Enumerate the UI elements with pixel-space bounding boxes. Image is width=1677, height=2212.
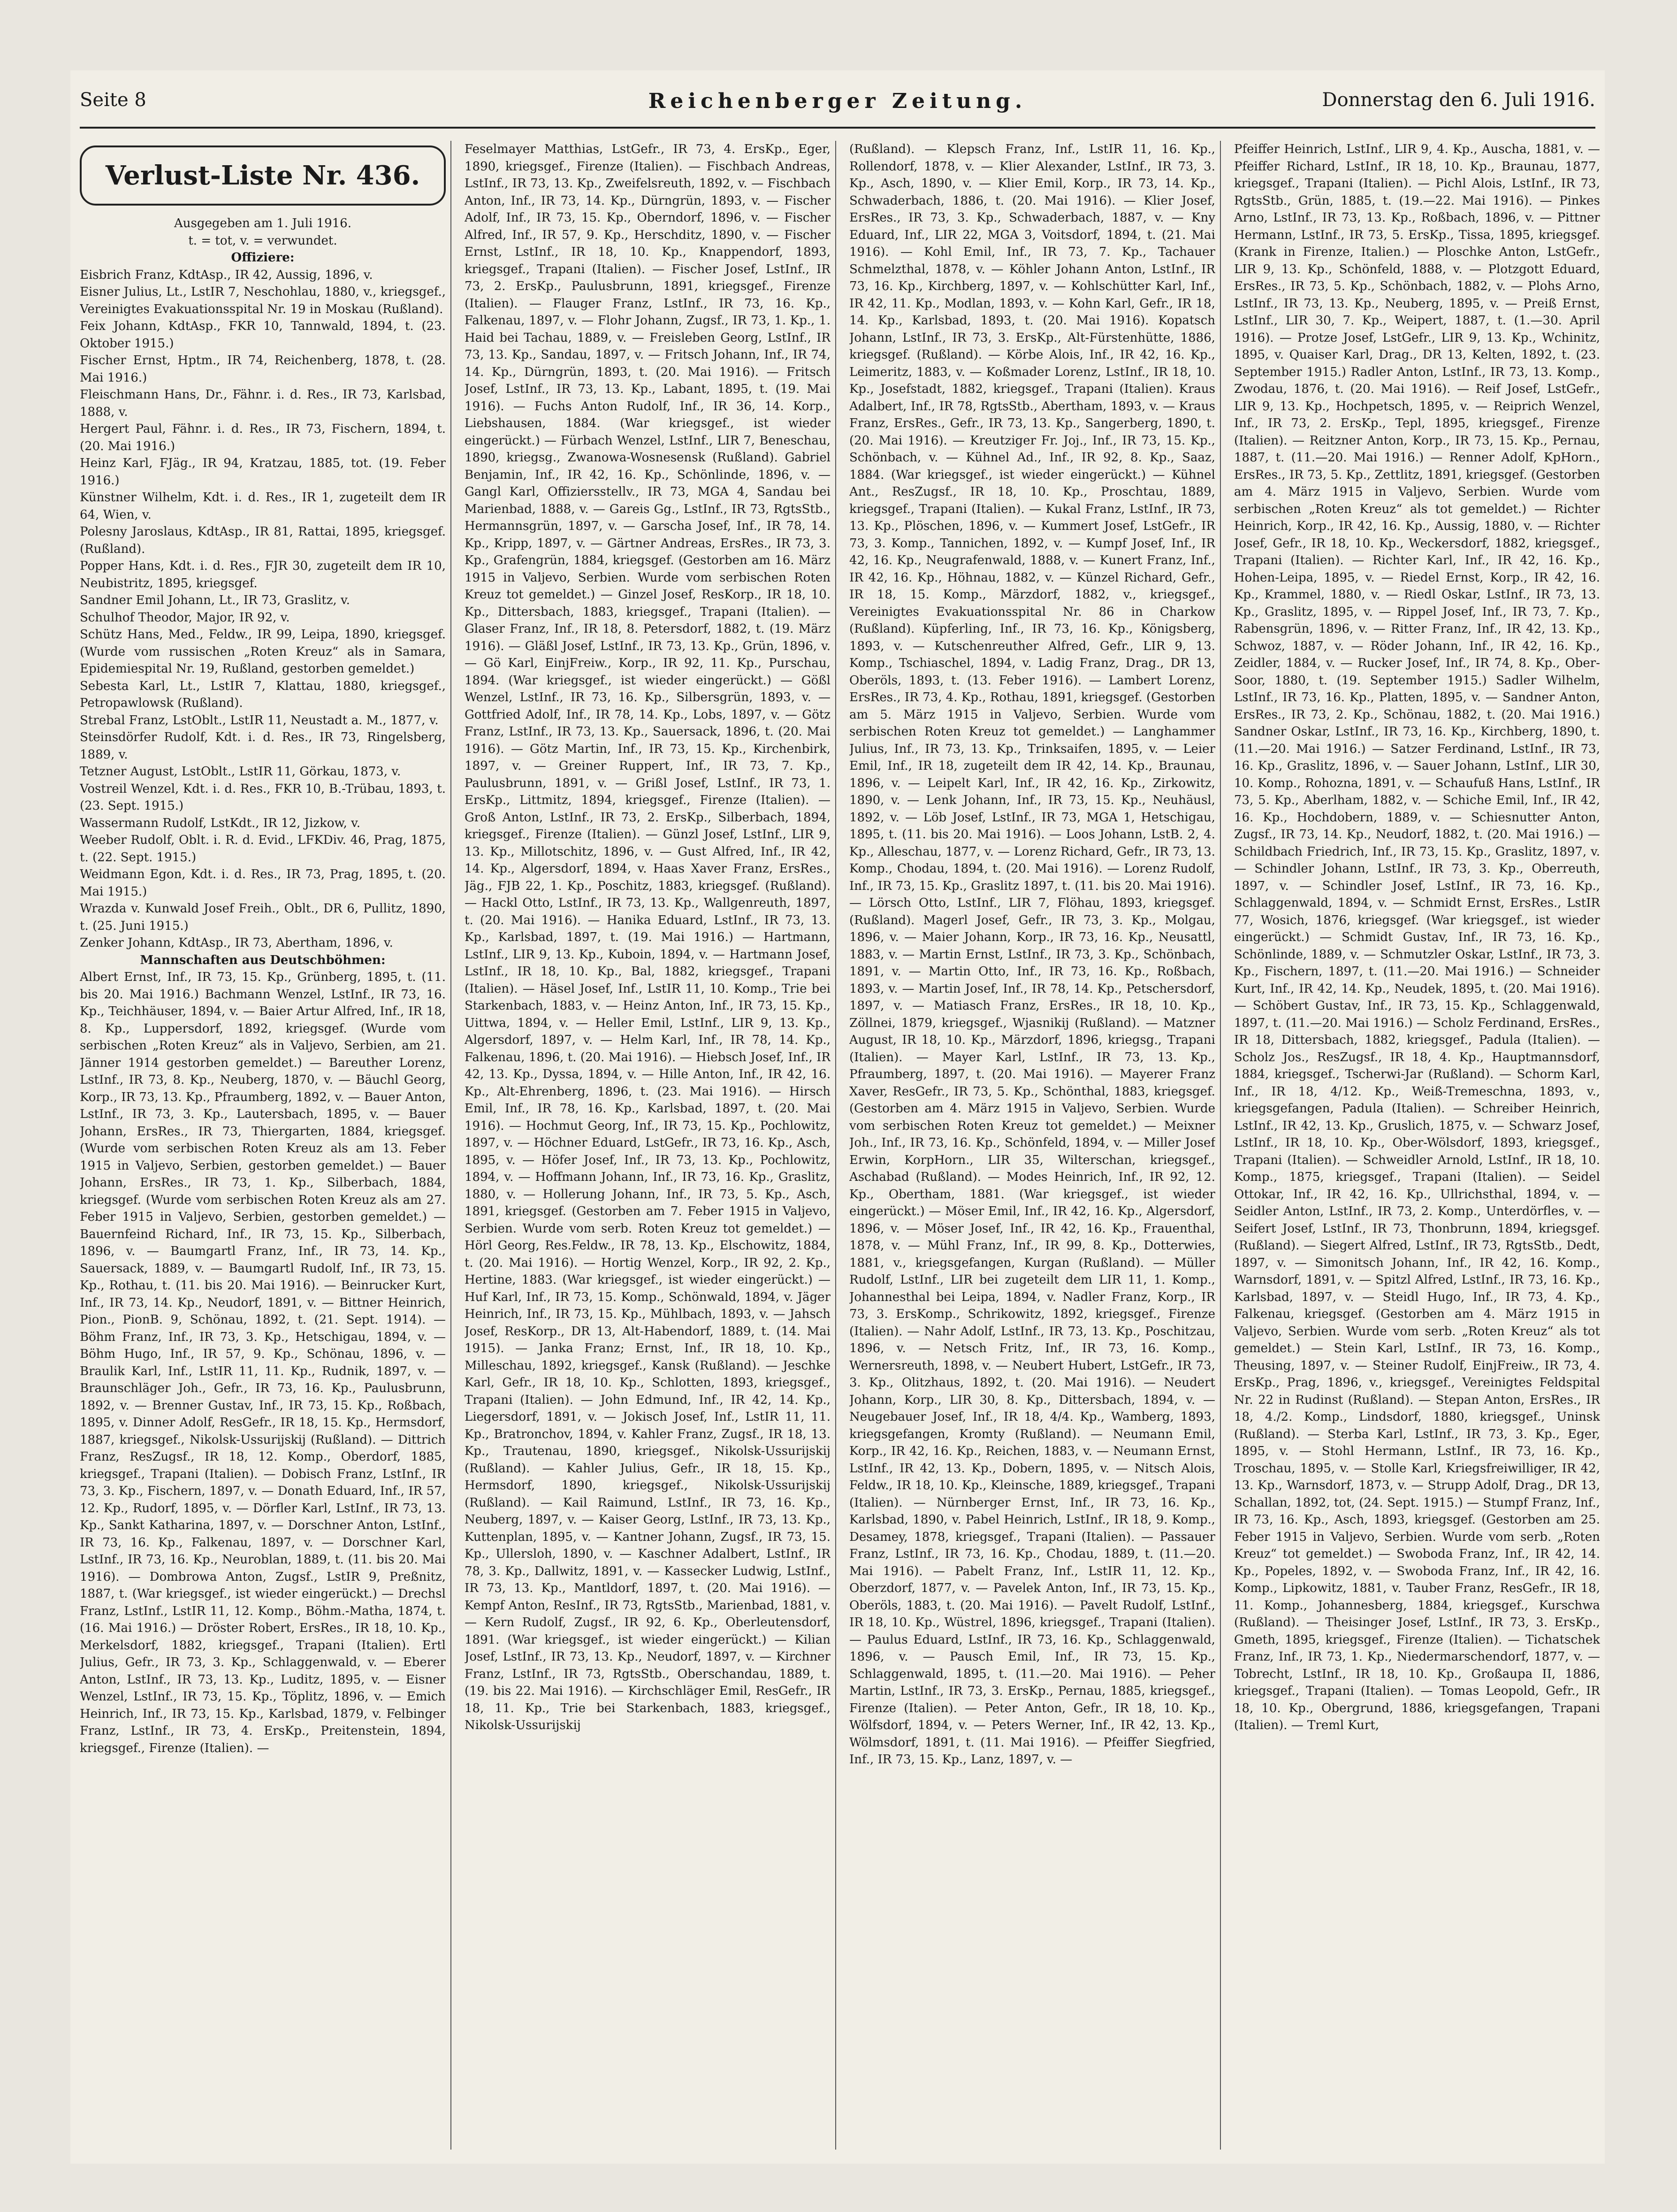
column-divider [835, 141, 836, 2150]
officers-heading: Offiziere: [231, 251, 295, 265]
officers-list [80, 267, 446, 952]
list-title: Verlust-Liste Nr. 436. [105, 160, 420, 191]
officer-entry: Strebal Franz, LstOblt., LstIR 11, Neustadt a. M., 1877, v. [80, 713, 439, 727]
officer-entry: Polesny Jaroslaus, KdtAsp., IR 81, Rattai, 1895, kriegsgef. (Rußland). [80, 525, 446, 556]
column-3 [849, 141, 1215, 2150]
column-3-entries: (Rußland). — Klepsch Franz, Inf., LstIR 11, 16. Kp., Rollendorf, 1878, v. — Klier Alexander, LstInf., IR 73, 3. Kp., Asch, 1890, v. — Klier Emil, Korp., IR 73, 14. Kp., Schwaderbach, 1886, t. (20. Mai 1916). — Klier Josef, ErsRes., IR 73, 3. Kp., Schwaderbach, 1887, v. — Kny Eduard, Inf., LIR 22, MGA 3, Voitsdorf, 1894, t. (21. Mai 1916). — Kohl Emil, Inf., IR 73, 7. Kp., Tachauer Schmelzthal, 1878, v. — Köhler Johann Anton, LstInf., IR 73, 16. Kp., Kirchberg, 1897, v. — Kohlschütter Karl, Inf., IR 42, 11. Kp., Modlan, 1893, v. — Kohn Karl, Gefr., IR 18, 14. Kp., Karlsbad, 1893, t. (20. Mai 1916). Kopatsch Johann, LstInf., IR 73, 3. ErsKp., Alt-Fürstenhütte, 1886, kriegsgef. (Rußland). — Körbe Alois, Inf., IR 42, 16. Kp., Leimeritz, 1883, v. — Koßmader Lorenz, LstInf., IR 18, 10. Kp., Josefstadt, 1882, kriegsgef., Trapani (Italien). Kraus Adalbert, Inf., IR 78, RgtsStb., Abertham, 1893, v. — Kraus Franz, ErsRes., Gefr., IR 73, 13. Kp., Sangerberg, 1890, t. (20. Mai 1916). — Kreutziger Fr. Joj., Inf., IR 73, 15. Kp., Schönbach, v. — Kühnel Ad., Inf., IR 92, 8. Kp., Saaz, 1884. (War kriegsgef., ist wieder eingerückt.) — Kühnel Ant., ResZugsf., IR 18, 10. Kp., Proschtau, 1889, kriegsgef., Trapani (Italien). — Kukal Franz, LstInf., IR 73, 13. Kp., Plöschen, 1896, v. — Kummert Josef, LstGefr., IR 73, 3. Komp., Tannichen, 1892, v. — Kumpf Josef, Inf., IR 42, 16. Kp., Neugrafenwald, 1888, v. — Kunert Franz, Inf., IR 42, 16. Kp., Höhnau, 1882, v. — Künzel Richard, Gefr., IR 18, 15. Komp., Märzdorf, 1882, v., kriegsgef., Vereinigtes Evakuationsspital Nr. 86 in Charkow (Rußland). Küpferling, Inf., IR 73, 16. Kp., Königsberg, 1893, v. — Kutschenreuther Alfred, Gefr., LIR 9, 13. Komp., Tschiaschel, 1894, v. Ladig Franz, Drag., DR 13, Oberöls, 1893, t. (13. Feber 1916). — Lambert Lorenz, ErsRes., IR 73, 4. Kp., Rothau, 1891, kriegsgef. (Gestorben am 5. März 1915 in Valjevo, Serbien. Wurde vom serbischen Roten Kreuz tot gemeldet.) — Langhammer Julius, Inf., IR 73, 13. Kp., Trinksaifen, 1895, v. — Leier Emil, Inf., IR 18, zugeteilt dem IR 42, 14. Kp., Braunau, 1896, v. — Leipelt Karl, Inf., IR 42, 16. Kp., Zirkowitz, 1890, v. — Lenk Johann, Inf., IR 73, 15. Kp., Neuhäusl, 1892, v. — Löb Josef, LstInf., IR 73, MGA 1, Hetschigau, 1895, t. (11. bis 20. Mai 1916). — Loos Johann, LstB. 2, 4. Kp., Alleschau, 1877, v. — Lorenz Richard, Gefr., IR 73, 13. Komp., Chodau, 1894, t. (20. Mai 1916). — Lorenz Rudolf, Inf., IR 73, 15. Kp., Graslitz 1897, t. (11. bis 20. Mai 1916). — Lörsch Otto, LstInf., LIR 7, Flöhau, 1893, kriegsgef. (Rußland). Magerl Josef, Gefr., IR 73, 3. Kp., Molgau, 1896, v. — Maier Johann, Korp., IR 73, 16. Kp., Neusattl, 1883, v. — Martin Ernst, LstInf., IR 73, 3. Kp., Schönbach, 1891, v. — Martin Otto, Inf., IR 73, 16. Kp., Roßbach, 1893, v. — Martin Josef, Inf., IR 78, 14. Kp., Petschersdorf, 1897, v. — Matiasch Franz, ErsRes., IR 18, 10. Kp., Zöllnei, 1879, kriegsgef., Wjasnikij (Rußland). — Matzner August, IR 18, 10. Kp., Märzdorf, 1896, kriegsg., Trapani (Italien). — Mayer Karl, LstInf., IR 73, 13. Kp., Pfraumberg, 1897, t. (20. Mai 1916). — Mayerer Franz Xaver, ResGefr., IR 73, 5. Kp., Schönthal, 1883, kriegsgef. (Gestorben am 4. März 1915 in Valjevo, Serbien. Wurde vom serbischen Roten Kreuz tot gemeldet.) — Meixner Joh., Inf., IR 73, 16. Kp., Schönfeld, 1894, v. — Miller Josef Erwin, KorpHorn., LIR 35, Wilterschan, kriegsgef., Aschabad (Rußland). — Modes Heinrich, Inf., IR 92, 12. Kp., Obertham, 1881. (War kriegsgef., ist wieder eingerückt.) — Möser Emil, Inf., IR 42, 16. Kp., Algersdorf, 1896, v. — Möser Josef, Inf., IR 42, 16. Kp., Frauenthal, 1878, v. — Mühl Franz, Inf., IR 99, 8. Kp., Dotterwies, 1881, v., kriegsgefangen, Kurgan (Rußland). — Müller Rudolf, LstInf., LIR bei zugeteilt dem LIR 11, 1. Komp., Johannesthal bei Leipa, 1894, v. Nadler Franz, Korp., IR 73, 3. ErsKomp., Schrikowitz, 1892, kriegsgef., Firenze (Italien). — Nahr Adolf, LstInf., IR 73, 13. Kp., Poschitzau, 1896, v. — Netsch Fritz, Inf., IR 73, 16. Komp., Wernersreuth, 1898, v. — Neubert Hubert, LstGefr., IR 73, 3. Kp., Olitzhaus, 1892, t. (20. Mai 1916). — Neudert Johann, Korp., LIR 30, 8. Kp., Dittersbach, 1894, v. — Neugebauer Josef, Inf., IR 18, 4/4. Kp., Wamberg, 1893, kriegsgefangen, Kromty (Rußland). — Neumann Emil, Korp., IR 42, 16. Kp., Reichen, 1883, v. — Neumann Ernst, LstInf., IR 42, 13. Kp., Dobern, 1895, v. — Nitsch Alois, Feldw., IR 18, 10. Kp., Kleinsche, 1889, kriegsgef., Trapani (Italien). — Nürnberger Ernst, Inf., IR 73, 16. Kp., Karlsbad, 1890, v. Pabel Heinrich, LstInf., IR 18, 9. Komp., Desamey, 1878, kriegsgef., Trapani (Italien). — Passauer Franz, LstInf., IR 73, 16. Kp., Chodau, 1889, t. (11.—20. Mai 1916). — Pabelt Franz, Inf., LstIR 11, 12. Kp., Oberzdorf, 1877, v. — Pavelek Anton, Inf., IR 73, 15. Kp., Oberöls, 1883, t. (20. Mai 1916). — Pavelt Rudolf, LstInf., IR 18, 10. Kp., Wüstrel, 1896, kriegsgef., Trapani (Italien). — Paulus Eduard, LstInf., IR 73, 16. Kp., Schlaggenwald, 1896, v. — Pausch Emil, Inf., IR 73, 15. Kp., Schlaggenwald, 1895, t. (11.—20. Mai 1916). — Peher Martin, LstInf., IR 73, 3. ErsKp., Pernau, 1885, kriegsgef., Firenze (Italien). — Peter Anton, Gefr., IR 18, 10. Kp., Wölfsdorf, 1894, v. — Peters Werner, Inf., IR 42, 13. Kp., Wölmsdorf, 1891, t. (11. Mai 1916). — Pfeiffer Siegfried, Inf., IR 73, 15. Kp., Lanz, 1897, v. — [849, 142, 1215, 1767]
officer-entry: Wrazda v. Kunwald Josef Freih., Oblt., DR 6, Pullitz, 1890, t. (25. Juni 1915.) [80, 902, 446, 933]
header-rule [80, 127, 1595, 129]
officer-entry: Sebesta Karl, Lt., LstIR 7, Klattau, 1880, kriegsgef., Petropawlowsk (Rußland). [80, 679, 446, 710]
officer-entry: Vostreil Wenzel, Kdt. i. d. Res., FKR 10, B.-Trübau, 1893, t. (23. Sept. 1915.) [80, 781, 446, 813]
legend-line: t. = tot, v. = verwundet. [188, 233, 337, 248]
officer-entry: Schütz Hans, Med., Feldw., IR 99, Leipa, 1890, kriegsgef. (Wurde vom russischen „Roten Kreuz“ als in Samara, Epidemiespital Nr. 19, Rußland, gestorben gemeldet.) [80, 628, 446, 676]
officer-entry: Heinz Karl, FJäg., IR 94, Kratzau, 1885, tot. (19. Feber 1916.) [80, 456, 446, 488]
page-header [70, 89, 1605, 117]
officer-entry: Wassermann Rudolf, LstKdt., IR 12, Jizkow, v. [80, 816, 361, 830]
officer-entry: Fleischmann Hans, Dr., Fähnr. i. d. Res., IR 73, Karlsbad, 1888, v. [80, 388, 446, 419]
officer-entry: Eisbrich Franz, KdtAsp., IR 42, Aussig, 1896, v. [80, 268, 373, 282]
officer-entry: Weidmann Egon, Kdt. i. d. Res., IR 73, Prag, 1895, t. (20. Mai 1915.) [80, 867, 446, 899]
enlisted-heading: Mannschaften aus Deutschböhmen: [140, 953, 386, 967]
officer-entry: Fischer Ernst, Hptm., IR 74, Reichenberg, 1878, t. (28. Mai 1916.) [80, 353, 446, 385]
officer-entry: Hergert Paul, Fähnr. i. d. Res., IR 73, Fischern, 1894, t. (20. Mai 1916.) [80, 422, 446, 453]
column-4-entries: Pfeiffer Heinrich, LstInf., LIR 9, 4. Kp., Auscha, 1881, v. — Pfeiffer Richard, LstInf., IR 18, 10. Kp., Braunau, 1877, kriegsgef., Trapani (Italien). — Pichl Alois, LstInf., IR 73, RgtsStb., Grün, 1885, t. (19.—22. Mai 1916). — Pinkes Arno, LstInf., IR 73, 13. Kp., Roßbach, 1896, v. — Pittner Hermann, LstInf., IR 73, 5. ErsKp., Tissa, 1895, kriegsgef. (Krank in Firenze, Italien.) — Ploschke Anton, LstGefr., LIR 9, 13. Kp., Schönfeld, 1888, v. — Plotzgott Eduard, ErsRes., IR 73, 5. Kp., Schönbach, 1882, v. — Plohs Arno, LstInf., IR 73, 13. Kp., Neuberg, 1895, v. — Preiß Ernst, LstInf., LIR 30, 7. Kp., Weipert, 1887, t. (1.—30. April 1916). — Protze Josef, LstGefr., LIR 9, 13. Kp., Wchinitz, 1895, v. Quaiser Karl, Drag., DR 13, Kelten, 1892, t. (23. September 1915.) Radler Anton, LstInf., IR 73, 13. Komp., Zwodau, 1876, t. (20. Mai 1916). — Reif Josef, LstGefr., LIR 9, 13. Kp., Hochpetsch, 1895, v. — Reiprich Wenzel, Inf., IR 73, 2. ErsKp., Tepl, 1895, kriegsgef., Firenze (Italien). — Reitzner Anton, Korp., IR 73, 15. Kp., Pernau, 1887, t. (11.—20. Mai 1916.) — Renner Adolf, KpHorn., ErsRes., IR 73, 5. Kp., Zettlitz, 1891, kriegsgef. (Gestorben am 4. März 1915 in Valjevo, Serbien. Wurde vom serbischen „Roten Kreuz“ als tot gemeldet.) — Richter Heinrich, Korp., IR 42, 16. Kp., Aussig, 1880, v. — Richter Josef, Gefr., IR 18, 10. Kp., Weckersdorf, 1882, kriegsgef., Trapani (Italien). — Richter Karl, Inf., IR 42, 16. Kp., Hohen-Leipa, 1895, v. — Riedel Ernst, Korp., IR 42, 16. Kp., Krammel, 1880, v. — Riedl Oskar, LstInf., IR 73, 13. Kp., Graslitz, 1895, v. — Rippel Josef, Inf., IR 73, 7. Kp., Rabensgrün, 1896, v. — Ritter Franz, Inf., IR 42, 13. Kp., Schwoz, 1887, v. — Röder Johann, Inf., IR 42, 16. Kp., Zeidler, 1884, v. — Rucker Josef, Inf., IR 74, 8. Kp., Ober-Soor, 1880, t. (19. September 1915.) Sadler Wilhelm, LstInf., IR 73, 16. Kp., Platten, 1895, v. — Sandner Anton, ErsRes., IR 73, 2. Kp., Schönau, 1882, t. (20. Mai 1916.) Sandner Oskar, LstInf., IR 73, 16. Kp., Kirchberg, 1890, t. (11.—20. Mai 1916.) — Satzer Ferdinand, LstInf., IR 73, 16. Kp., Graslitz, 1896, v. — Sauer Johann, LstInf., LIR 30, 10. Komp., Rohozna, 1891, v. — Schaufuß Hans, LstInf., IR 73, 5. Kp., Aberlham, 1882, v. — Schiche Emil, Inf., IR 42, 16. Kp., Hochdobern, 1889, v. — Schiesnutter Anton, Zugsf., IR 73, 14. Kp., Neudorf, 1882, t. (20. Mai 1916.) — Schildbach Friedrich, Inf., IR 73, 15. Kp., Graslitz, 1897, v. — Schindler Johann, LstInf., IR 73, 3. Kp., Oberreuth, 1897, v. — Schindler Josef, LstInf., IR 73, 16. Kp., Schlaggenwald, 1894, v. — Schmidt Ernst, ErsRes., LstIR 77, Wosich, 1876, kriegsgef. (War kriegsgef., ist wieder eingerückt.) — Schmidt Gustav, Inf., IR 73, 16. Kp., Schönlinde, 1889, v. — Schmutzler Oskar, LstInf., IR 73, 3. Kp., Fischern, 1897, t. (11.—20. Mai 1916.) — Schneider Kurt, Inf., IR 42, 14. Kp., Neudek, 1895, t. (20. Mai 1916). — Schöbert Gustav, Inf., IR 73, 15. Kp., Schlaggenwald, 1897, t. (11.—20. Mai 1916.) — Scholz Ferdinand, ErsRes., IR 18, Dittersbach, 1882, kriegsgef., Padula (Italien). — Scholz Jos., ResZugsf., IR 18, 4. Kp., Hauptmannsdorf, 1884, kriegsgef., Tscherwi-Jar (Rußland). — Schorm Karl, Inf., IR 18, 4/12. Kp., Weiß-Tremeschna, 1893, v., kriegsgefangen, Padula (Italien). — Schreiber Heinrich, LstInf., IR 42, 13. Kp., Gruslich, 1875, v. — Schwarz Josef, LstInf., IR 18, 10. Kp., Ober-Wölsdorf, 1893, kriegsgef., Trapani (Italien). — Schweidler Arnold, LstInf., IR 18, 10. Komp., 1875, kriegsgef., Trapani (Italien). — Seidel Ottokar, Inf., IR 42, 16. Kp., Ullrichsthal, 1894, v. — Seidler Anton, LstInf., IR 73, 2. Komp., Unterdörfles, v. — Seifert Josef, LstInf., IR 73, Thonbrunn, 1894, kriegsgef. (Rußland). — Siegert Alfred, LstInf., IR 73, RgtsStb., Dedt, 1897, v. — Simonitsch Johann, Inf., IR 42, 16. Komp., Warnsdorf, 1891, v. — Spitzl Alfred, LstInf., IR 73, 16. Kp., Karlsbad, 1897, v. — Steidl Hugo, Inf., IR 73, 4. Kp., Falkenau, kriegsgef. (Gestorben am 4. März 1915 in Valjevo, Serbien. Wurde vom serb. „Roten Kreuz“ als tot gemeldet.) — Stein Karl, LstInf., IR 73, 16. Komp., Theusing, 1897, v. — Steiner Rudolf, EinjFreiw., IR 73, 4. ErsKp., Prag, 1896, v., kriegsgef., Vereinigtes Feldspital Nr. 22 in Rudinst (Rußland). — Stepan Anton, ErsRes., IR 18, 4./2. Komp., Lindsdorf, 1880, kriegsgef., Uninsk (Rußland). — Sterba Karl, LstInf., IR 73, 3. Kp., Eger, 1895, v. — Stohl Hermann, LstInf., IR 73, 16. Kp., Troschau, 1895, v. — Stolle Karl, Kriegsfreiwilliger, IR 42, 13. Kp., Warnsdorf, 1873, v. — Strupp Adolf, Drag., DR 13, Schallan, 1892, tot, (24. Sept. 1915.) — Stumpf Franz, Inf., IR 73, 16. Kp., Asch, 1893, kriegsgef. (Gestorben am 25. Feber 1915 in Valjevo, Serbien. Wurde vom serb. „Roten Kreuz“ tot gemeldet.) — Swoboda Franz, Inf., IR 42, 14. Kp., Popeles, 1892, v. — Swoboda Franz, Inf., IR 42, 16. Komp., Lipkowitz, 1881, v. Tauber Franz, ResGefr., IR 18, 11. Komp., Johannesberg, 1884, kriegsgef., Kurschwa (Rußland). — Theisinger Josef, LstInf., IR 73, 3. ErsKp., Gmeth, 1895, kriegsgef., Firenze (Italien). — Tichatschek Franz, Inf., IR 73, 1. Kp., Niedermarschendorf, 1877, v. — Tobrecht, LstInf., IR 18, 10. Kp., Großaupa II, 1886, kriegsgef., Trapani (Italien). — Tomas Leopold, Gefr., IR 18, 10. Kp., Obergrund, 1886, kriegsgefangen, Trapani (Italien). — Treml Kurt, [1234, 142, 1600, 1732]
masthead: Reichenberger Zeitung. [648, 89, 1027, 113]
officer-entry: Sandner Emil Johann, Lt., IR 73, Graslitz, v. [80, 593, 350, 607]
officer-entry: Schulhof Theodor, Major, IR 92, v. [80, 610, 290, 625]
issue-date: Donnerstag den 6. Juli 1916. [1322, 89, 1595, 111]
officer-entry: Zenker Johann, KdtAsp., IR 73, Abertham, 1896, v. [80, 936, 393, 950]
officer-entry: Steinsdörfer Rudolf, Kdt. i. d. Res., IR 73, Ringelsberg, 1889, v. [80, 730, 446, 762]
officer-entry: Popper Hans, Kdt. i. d. Res., FJR 30, zugeteilt dem IR 10, Neubistritz, 1895, kriegsgef. [80, 559, 446, 590]
column-1 [80, 141, 446, 2150]
column-divider [1220, 141, 1221, 2150]
officer-entry: Weeber Rudolf, Oblt. i. R. d. Evid., LFKDiv. 46, Prag, 1875, t. (22. Sept. 1915.) [80, 833, 446, 865]
column-4 [1234, 141, 1600, 2150]
list-title-box [80, 145, 446, 206]
column-divider [450, 141, 451, 2150]
newspaper-page [70, 70, 1605, 2164]
enlisted-entries: Albert Ernst, Inf., IR 73, 15. Kp., Grünberg, 1895, t. (11. bis 20. Mai 1916.) Bachmann Wenzel, LstInf., IR 73, 16. Kp., Teichhäuser, 1894, v. — Baier Artur Alfred, Inf., IR 18, 8. Kp., Luppersdorf, 1892, kriegsgef. (Wurde vom serbischen „Roten Kreuz“ als in Valjevo, Serbien, am 21. Jänner 1914 gestorben gemeldet.) — Bareuther Lorenz, LstInf., IR 73, 8. Kp., Neuberg, 1870, v. — Bäuchl Georg, Korp., IR 73, 13. Kp., Pfraumberg, 1892, v. — Bauer Anton, LstInf., IR 73, 3. Kp., Lautersbach, 1895, v. — Bauer Johann, ErsRes., IR 73, Thiergarten, 1884, kriegsgef. (Wurde vom serbischen Roten Kreuz als am 13. Feber 1915 in Valjevo, Serbien, gestorben gemeldet.) — Bauer Johann, ErsRes., IR 73, 1. Kp., Silberbach, 1884, kriegsgef. (Wurde vom serbischen Roten Kreuz als am 27. Feber 1915 in Valjevo, Serbien, gestorben gemeldet.) — Bauernfeind Richard, Inf., IR 73, 15. Kp., Silberbach, 1896, v. — Baumgartl Franz, Inf., IR 73, 14. Kp., Sauersack, 1889, v. — Baumgartl Rudolf, Inf., IR 73, 15. Kp., Rothau, t. (11. bis 20. Mai 1916). — Beinrucker Kurt, Inf., IR 73, 14. Kp., Neudorf, 1891, v. — Bittner Heinrich, Pion., PionB. 9, Schönau, 1892, t. (21. Sept. 1914). — Böhm Franz, Inf., IR 73, 3. Kp., Hetschigau, 1894, v. — Böhm Hugo, Inf., IR 57, 9. Kp., Schönau, 1896, v. — Braulik Karl, Inf., LstIR 11, 11. Kp., Rudnik, 1897, v. — Braunschläger Joh., Gefr., IR 73, 16. Kp., Paulusbrunn, 1892, v. — Brenner Gustav, Inf., IR 73, 15. Kp., Roßbach, 1895, v. Dinner Adolf, ResGefr., IR 18, 15. Kp., Hermsdorf, 1887, kriegsgef., Nikolsk-Ussurijskij (Rußland). — Dittrich Franz, ResZugsf., IR 18, 12. Komp., Oberdorf, 1885, kriegsgef., Trapani (Italien). — Dobisch Franz, LstInf., IR 73, 3. Kp., Fischern, 1897, v. — Donath Eduard, Inf., IR 57, 12. Kp., Rudorf, 1895, v. — Dörfler Karl, LstInf., IR 73, 13. Kp., Sankt Katharina, 1897, v. — Dorschner Anton, LstInf., IR 73, 16. Kp., Falkenau, 1897, v. — Dorschner Karl, LstInf., IR 73, 16. Kp., Neuroblan, 1889, t. (11. bis 20. Mai 1916). — Dombrowa Anton, Zugsf., LstIR 9, Preßnitz, 1887, t. (War kriegsgef., ist wieder eingerückt.) — Drechsl Franz, LstInf., LstIR 11, 12. Komp., Böhm.-Matha, 1874, t. (16. Mai 1916.) — Dröster Robert, ErsRes., IR 18, 10. Kp., Merkelsdorf, 1882, kriegsgef., Trapani (Italien). Ertl Julius, Gefr., IR 73, 3. Kp., Schlaggenwald, v. — Eberer Anton, LstInf., IR 73, 13. Kp., Luditz, 1895, v. — Eisner Wenzel, LstInf., IR 73, 15. Kp., Töplitz, 1896, v. — Emich Heinrich, Inf., IR 73, 15. Kp., Karlsbad, 1879, v. Felbinger Franz, LstInf., IR 73, 4. ErsKp., Preitenstein, 1894, kriegsgef., Firenze (Italien). — [80, 970, 446, 1755]
officer-entry: Künstner Wilhelm, Kdt. i. d. Res., IR 1, zugeteilt dem IR 64, Wien, v. [80, 490, 446, 522]
issued-line: Ausgegeben am 1. Juli 1916. [174, 216, 351, 230]
officer-entry: Eisner Julius, Lt., LstIR 7, Neschohlau, 1880, v., kriegsgef., Vereinigtes Evakuationsspital Nr. 19 in Moskau (Rußland). [80, 285, 446, 316]
page-number: Seite 8 [80, 89, 146, 111]
column-2-entries: Feselmayer Matthias, LstGefr., IR 73, 4. ErsKp., Eger, 1890, kriegsgef., Firenze (Italien). — Fischbach Andreas, LstInf., IR 73, 13. Kp., Zweifelsreuth, 1892, v. — Fischbach Anton, Inf., IR 73, 14. Kp., Dürngrün, 1893, v. — Fischer Adolf, Inf., IR 73, 15. Kp., Oberndorf, 1896, v. — Fischer Alfred, Inf., IR 57, 9. Kp., Herschditz, 1890, v. — Fischer Ernst, LstInf., IR 18, 10. Kp., Knappendorf, 1893, kriegsgef., Trapani (Italien). — Fischer Josef, LstInf., IR 73, 2. ErsKp., Paulusbrunn, 1891, kriegsgef., Firenze (Italien). — Flauger Franz, LstInf., IR 73, 16. Kp., Falkenau, 1897, v. — Flohr Johann, Zugsf., IR 73, 1. Kp., 1. Haid bei Tachau, 1889, v. — Freisleben Georg, LstInf., IR 73, 13. Kp., Sandau, 1897, v. — Fritsch Johann, Inf., IR 74, 14. Kp., Dürngrün, 1893, t. (20. Mai 1916). — Fritsch Josef, LstInf., IR 73, 13. Kp., Labant, 1895, t. (19. Mai 1916). — Fuchs Anton Rudolf, Inf., IR 36, 14. Korp., Liebshausen, 1884. (War kriegsgef., ist wieder eingerückt.) — Fürbach Wenzel, LstInf., LIR 7, Beneschau, 1890, kriegsg., Zwanowa-Wosnesensk (Rußland). Gabriel Benjamin, Inf., IR 42, 16. Kp., Schönlinde, 1896, v. — Gangl Karl, Offiziersstellv., IR 73, MGA 4, Sandau bei Marienbad, 1888, v. — Gareis Gg., LstInf., IR 73, RgtsStb., Hermannsgrün, 1897, v. — Garscha Josef, Inf., IR 78, 14. Kp., Kripp, 1897, v. — Gärtner Andreas, ErsRes., IR 73, 3. Kp., Grafengrün, 1884, kriegsgef. (Gestorben am 16. März 1915 in Valjevo, Serbien. Wurde vom serbischen Roten Kreuz tot gemeldet.) — Ginzel Josef, ResKorp., IR 18, 10. Kp., Dittersbach, 1883, kriegsgef., Trapani (Italien). — Glaser Franz, Inf., IR 18, 8. Petersdorf, 1882, t. (19. März 1916). — Gläßl Josef, LstInf., IR 73, 13. Kp., Grün, 1896, v. — Gö Karl, EinjFreiw., Korp., IR 92, 11. Kp., Purschau, 1894. (War kriegsgef., ist wieder eingerückt.) — Gößl Wenzel, LstInf., IR 73, 16. Kp., Silbersgrün, 1893, v. — Gottfried Adolf, Inf., IR 78, 14. Kp., Lobs, 1897, v. — Götz Franz, LstInf., IR 73, 13. Kp., Sauersack, 1896, t. (20. Mai 1916). — Götz Martin, Inf., IR 73, 15. Kp., Kirchenbirk, 1897, v. — Greiner Ruppert, Inf., IR 73, 7. Kp., Paulusbrunn, 1891, v. — Grißl Josef, LstInf., IR 73, 1. ErsKp., Littmitz, 1894, kriegsgef., Firenze (Italien). — Groß Anton, LstInf., IR 73, 2. ErsKp., Silberbach, 1894, kriegsgef., Firenze (Italien). — Günzl Josef, LstInf., LIR 9, 13. Kp., Millotschitz, 1896, v. — Gust Alfred, Inf., IR 42, 14. Kp., Algersdorf, 1894, v. Haas Xaver Franz, ErsRes., Jäg., FJB 22, 1. Kp., Poschitz, 1883, kriegsgef. (Rußland). — Hackl Otto, LstInf., IR 73, 13. Kp., Wallgenreuth, 1897, t. (20. Mai 1916). — Hanika Eduard, LstInf., IR 73, 13. Kp., Karlsbad, 1897, t. (19. Mai 1916.) — Hartmann, LstInf., LIR 9, 13. Kp., Kuboin, 1894, v. — Hartmann Josef, LstInf., IR 18, 10. Kp., Bal, 1882, kriegsgef., Trapani (Italien). — Häsel Josef, Inf., LstIR 11, 10. Komp., Trie bei Starkenbach, 1883, v. — Heinz Anton, Inf., IR 73, 15. Kp., Uittwa, 1894, v. — Heller Emil, LstInf., LIR 9, 13. Kp., Algersdorf, 1897, v. — Helm Karl, Inf., IR 78, 14. Kp., Falkenau, 1896, t. (20. Mai 1916). — Hiebsch Josef, Inf., IR 42, 13. Kp., Dyssa, 1894, v. — Hille Anton, Inf., IR 42, 16. Kp., Alt-Ehrenberg, 1896, t. (23. Mai 1916). — Hirsch Emil, Inf., IR 78, 16. Kp., Karlsbad, 1897, t. (20. Mai 1916). — Hochmut Georg, Inf., IR 73, 15. Kp., Pochlowitz, 1897, v. — Höchner Eduard, LstGefr., IR 73, 16. Kp., Asch, 1895, v. — Höfer Josef, Inf., IR 73, 13. Kp., Pochlowitz, 1894, v. — Hoffmann Johann, Inf., IR 73, 16. Kp., Graslitz, 1880, v. — Hollerung Johann, Inf., IR 73, 5. Kp., Asch, 1891, kriegsgef. (Gestorben am 7. Feber 1915 in Valjevo, Serbien. Wurde vom serb. Roten Kreuz tot gemeldet.) — Hörl Georg, Res.Feldw., IR 78, 13. Kp., Elschowitz, 1884, t. (20. Mai 1916). — Hortig Wenzel, Korp., IR 92, 2. Kp., Hertine, 1883. (War kriegsgef., ist wieder eingerückt.) — Huf Karl, Inf., IR 73, 15. Komp., Schönwald, 1894, v. Jäger Heinrich, Inf., IR 73, 15. Kp., Mühlbach, 1893, v. — Jahsch Josef, ResKorp., DR 13, Alt-Habendorf, 1889, t. (14. Mai 1915). — Janka Franz; Ernst, Inf., IR 18, 10. Kp., Milleschau, 1892, kriegsgef., Kansk (Rußland). — Jeschke Karl, Gefr., IR 18, 10. Kp., Schlotten, 1893, kriegsgef., Trapani (Italien). — John Edmund, Inf., IR 42, 14. Kp., Liegersdorf, 1891, v. — Jokisch Josef, Inf., LstIR 11, 11. Kp., Bratronchov, 1894, v. Kahler Franz, Zugsf., IR 18, 13. Kp., Trautenau, 1890, kriegsgef., Nikolsk-Ussurijskij (Rußland). — Kahler Julius, Gefr., IR 18, 15. Kp., Hermsdorf, 1890, kriegsgef., Nikolsk-Ussurijskij (Rußland). — Kail Raimund, LstInf., IR 73, 16. Kp., Neuberg, 1897, v. — Kaiser Georg, LstInf., IR 73, 13. Kp., Kuttenplan, 1895, v. — Kantner Johann, Zugsf., IR 73, 15. Kp., Ullersloh, 1890, v. — Kaschner Adalbert, LstInf., IR 78, 3. Kp., Dallwitz, 1891, v. — Kassecker Ludwig, LstInf., IR 73, 13. Kp., Mantldorf, 1897, t. (20. Mai 1916). — Kempf Anton, ResInf., IR 73, RgtsStb., Marienbad, 1881, v. — Kern Rudolf, Zugsf., IR 92, 6. Kp., Oberleutensdorf, 1891. (War kriegsgef., ist wieder eingerückt.) — Kilian Josef, LstInf., IR 73, 13. Kp., Neudorf, 1897, v. — Kirchner Franz, LstInf., IR 73, RgtsStb., Oberschandau, 1889, t. (19. bis 22. Mai 1916). — Kirchschläger Emil, ResGefr., IR 18, 11. Kp., Trie bei Starkenbach, 1883, kriegsgef., Nikolsk-Ussurijskij [465, 142, 831, 1732]
officer-entry: Feix Johann, KdtAsp., FKR 10, Tannwald, 1894, t. (23. Oktober 1915.) [80, 319, 446, 351]
officer-entry: Tetzner August, LstOblt., LstIR 11, Görkau, 1873, v. [80, 765, 401, 779]
column-2 [465, 141, 831, 2150]
